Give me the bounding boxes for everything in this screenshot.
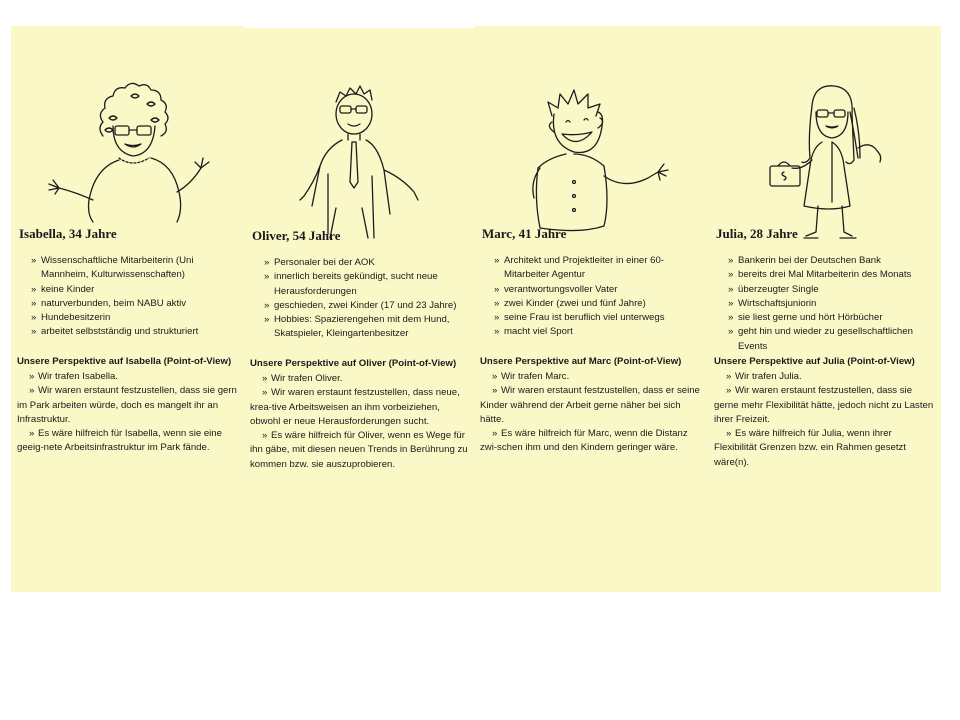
list-item: » Wir trafen Marc.	[480, 370, 704, 384]
list-item: » Es wäre hilfreich für Marc, wenn die Distanz zwi-schen ihm und den Kindern geringer wäre.	[480, 427, 704, 456]
list-item: » zwei Kinder (zwei und fünf Jahre)	[494, 297, 704, 311]
list-item: » seine Frau ist beruflich viel unterwegs	[494, 311, 704, 325]
list-item: » geht hin und wieder zu gesellschaftlichen Events	[728, 325, 937, 354]
pov-heading: Unsere Perspektive auf Julia (Point-of-View)	[714, 356, 915, 367]
sketch-julia-icon	[708, 56, 941, 241]
list-item: » sie liest gerne und hört Hörbücher	[728, 311, 937, 325]
list-item: » Es wäre hilfreich für Isabella, wenn sie eine geeig-nete Arbeitsinfrastruktur im Park fände.	[17, 427, 240, 456]
list-item: » keine Kinder	[31, 283, 240, 297]
list-item: » Personaler bei der AOK	[264, 256, 470, 270]
pov-heading: Unsere Perspektive auf Isabella (Point-of-View)	[17, 356, 232, 367]
list-item: » innerlich bereits gekündigt, sucht neue Herausforderungen	[264, 270, 470, 299]
persona-facts	[264, 256, 470, 342]
persona-facts	[31, 254, 240, 340]
pov-list	[480, 370, 704, 456]
list-item: » Architekt und Projektleiter in einer 60-Mitarbeiter Agentur	[494, 254, 704, 283]
persona-facts	[728, 254, 937, 354]
persona-card-marc	[474, 26, 708, 592]
list-item: » bereits drei Mal Mitarbeiterin des Monats	[728, 268, 937, 282]
sketch-marc-icon	[474, 56, 708, 241]
list-item: » Bankerin bei der Deutschen Bank	[728, 254, 937, 268]
list-item: » arbeitet selbstständig und strukturiert	[31, 325, 240, 339]
list-item: » macht viel Sport	[494, 325, 704, 339]
list-item: » Wirtschaftsjuniorin	[728, 297, 937, 311]
pov-heading: Unsere Perspektive auf Marc (Point-of-View)	[480, 356, 682, 367]
list-item: » Wir trafen Oliver.	[250, 372, 470, 386]
list-item: » naturverbunden, beim NABU aktiv	[31, 297, 240, 311]
list-item: » verantwortungsvoller Vater	[494, 283, 704, 297]
list-item: » Hundebesitzerin	[31, 311, 240, 325]
sketch-isabella-icon	[11, 56, 244, 241]
persona-name: Oliver, 54 Jahre	[252, 228, 341, 243]
list-item: » Hobbies: Spazierengehen mit dem Hund, Skatspieler, Kleingartenbesitzer	[264, 313, 470, 342]
sketch-oliver-icon	[244, 58, 474, 243]
list-item: » Wir waren erstaunt festzustellen, dass er seine Kinder während der Arbeit gerne näher bei sich hätte.	[480, 384, 704, 427]
list-item: » Wir waren erstaunt festzustellen, dass neue, krea-tive Arbeitsweisen an ihm vorbeiziehen, obwohl er neue Herausforderungen sucht.	[250, 386, 470, 429]
list-item: » Wissenschaftliche Mitarbeiterin (Uni Mannheim, Kulturwissenschaften)	[31, 254, 240, 283]
list-item: » überzeugter Single	[728, 283, 937, 297]
persona-name: Marc, 41 Jahre	[482, 226, 567, 241]
pov-heading: Unsere Perspektive auf Oliver (Point-of-View)	[250, 358, 457, 369]
list-item: » Es wäre hilfreich für Julia, wenn ihrer Flexibilität Grenzen bzw. ein Rahmen gesetzt wäre(n).	[714, 427, 937, 470]
persona-name: Isabella, 34 Jahre	[19, 226, 117, 241]
persona-card-isabella	[11, 26, 244, 592]
list-item: » Es wäre hilfreich für Oliver, wenn es Wege für ihn gäbe, mit diesen neuen Trends in Berührung zu kommen bzw. sie auszuprobieren.	[250, 429, 470, 472]
list-item: » geschieden, zwei Kinder (17 und 23 Jahre)	[264, 299, 470, 313]
persona-facts	[494, 254, 704, 340]
persona-name: Julia, 28 Jahre	[716, 226, 798, 241]
list-item: » Wir trafen Isabella.	[17, 370, 240, 384]
list-item: » Wir waren erstaunt festzustellen, dass sie gern im Park arbeiten würde, doch es mangelt ihr an Infrastruktur.	[17, 384, 240, 427]
persona-card-oliver	[244, 28, 474, 592]
pov-list	[250, 372, 470, 472]
list-item: » Wir trafen Julia.	[714, 370, 937, 384]
pov-list	[17, 370, 240, 456]
persona-card-julia	[708, 26, 941, 592]
list-item: » Wir waren erstaunt festzustellen, dass sie gerne mehr Flexibilität hätte, jedoch nicht zu Lasten ihrer Freizeit.	[714, 384, 937, 427]
pov-list	[714, 370, 937, 470]
